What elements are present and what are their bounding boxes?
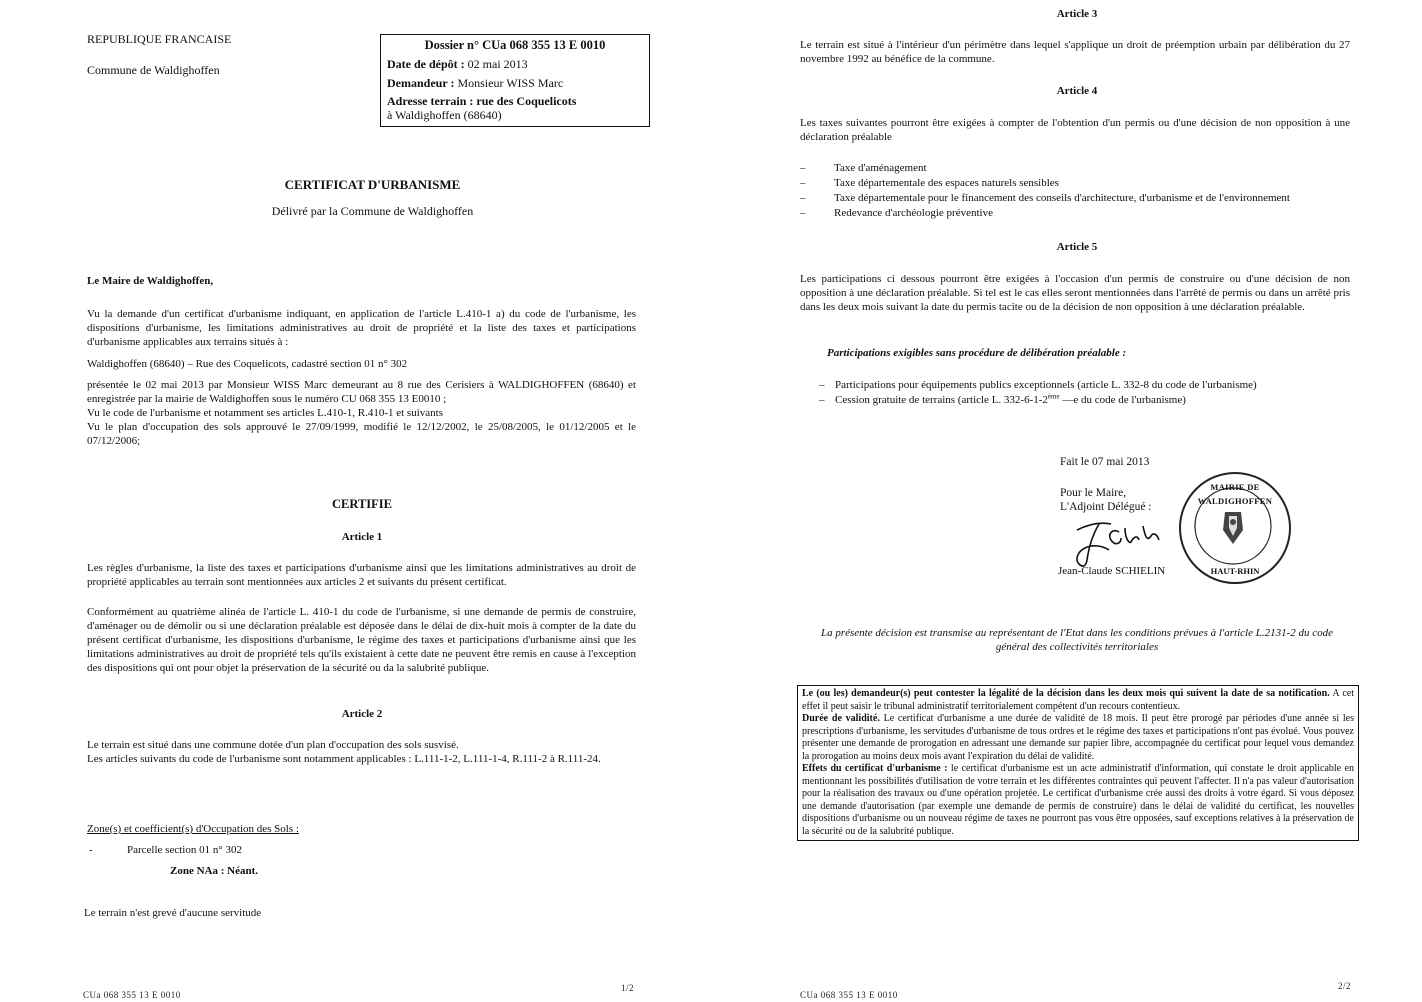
signature-date: Fait le 07 mai 2013 <box>1060 456 1150 468</box>
signature-adjoint: L'Adjoint Délégué : <box>1060 501 1152 513</box>
article-1-paragraph-1: Les règles d'urbanisme, la liste des taxes et participations d'urbanisme ainsi que les limitations administratives au droit de propriété applicables au terrain sont mentionnées aux articles 2 et suivants du présent certificat. <box>87 562 636 588</box>
article-3-text: Le terrain est situé à l'intérieur d'un périmètre dans lequel s'applique un droit de préemption urbain par délibération du 27 novembre 1992 au bénéfice de la commune. <box>800 39 1350 65</box>
certifie-heading: CERTIFIE <box>332 497 392 511</box>
legal-contest-paragraph: Le (ou les) demandeur(s) peut contester la légalité de la décision dans les deux mois qui suivent la date de sa notification. A cet effet il peut saisir le tribunal administratif territorialement compétent d'un recours contentieux. <box>802 688 1355 712</box>
article-3-title: Article 3 <box>1056 8 1098 20</box>
handwritten-signature <box>1059 510 1199 572</box>
footer-page-number: 1/2 <box>621 983 635 993</box>
land-address: Adresse terrain : rue des Coquelicots à Waldighoffen (68640) <box>387 94 577 122</box>
document-page-1 <box>0 0 711 1000</box>
legal-effects-paragraph: Effets du certificat d'urbanisme : le certificat d'urbanisme est un acte administratif d'information, qui constate le droit applicable en mentionnant les possibilités d'utilisation de votre terrain et les différentes contraintes qui peuvent l'affecter. Il n'a pas valeur d'autorisation pour la réalisation des travaux ou d'une opération projetée. Le certificat d'urbanisme crée aussi des droits à votre égard. Si vous déposez une demande d'autorisation (par exemple une demande de permis de construire) dans le délai de validité du certificat, les nouvelles dispositions d'urbanisme ou un nouveau régime de taxes ne pourront pas vous être opposées, sauf exceptions relatives à la préservation de la sécurité ou de la salubrité publique. <box>802 763 1354 837</box>
article-2-paragraph-2: Les articles suivants du code de l'urbanisme sont notamment applicables : L.111-1-2, L.111-1-4, R.111-2 à R.111-24. <box>87 753 601 765</box>
servitude-line: Le terrain n'est grevé d'aucune servitude <box>84 907 262 919</box>
list-item: – Taxe départementale des espaces naturels sensibles <box>800 176 1360 191</box>
taxes-list <box>800 161 1360 221</box>
list-item: – Participations pour équipements publics exceptionnels (article L. 332-8 du code de l'urbanisme) <box>819 378 1359 393</box>
article-4-title: Article 4 <box>1056 85 1098 97</box>
zone-line: Zone NAa : Néant. <box>170 865 258 877</box>
participations-list <box>819 378 1359 408</box>
zones-heading: Zone(s) et coefficient(s) d'Occupation des Sols : <box>87 823 299 835</box>
maire-heading: Le Maire de Waldighoffen, <box>87 275 214 287</box>
document-subtitle: Délivré par la Commune de Waldighoffen <box>271 204 474 218</box>
article-4-text: Les taxes suivantes pourront être exigées à compter de l'obtention d'un permis ou d'une décision de non opposition à une déclaration préalable <box>800 117 1350 143</box>
participations-subheading: Participations exigibles sans procédure de délibération préalable : <box>827 347 1127 359</box>
signatory-name: Jean-Claude SCHIELIN <box>1058 565 1166 577</box>
vu-plan-line: Vu le plan d'occupation des sols approuvé le 27/09/1999, modifié le 12/12/2002, le 25/08/2005, le 01/12/2005 et le 07/12/2006; <box>87 421 636 447</box>
footer-reference: CUa 068 355 13 E 0010 <box>83 990 181 1000</box>
dossier-number: Dossier n° CUa 068 355 13 E 0010 <box>424 38 606 52</box>
article-1-title: Article 1 <box>341 531 383 543</box>
legal-validity-paragraph: Durée de validité. Le certificat d'urbanisme a une durée de validité de 18 mois. Il peut être prorogé par périodes d'une année si les prescriptions d'urbanisme, les servitudes d'urbanisme de tous ordres et le régime des taxes et participations n'ont pas évolué. Vous pouvez présenter une demande de prorogation en adressant une demande sur papier libre, accompagnée du certificat pour lequel vous demandez la prorogation au moins deux mois avant l'expiration du délai de validité. <box>802 713 1354 762</box>
dossier-box <box>380 34 650 127</box>
mairie-stamp <box>1179 472 1291 584</box>
parcelle-dash: - <box>89 844 93 856</box>
vu-code-line: Vu le code de l'urbanisme et notamment ses articles L.410-1, R.410-1 et suivants <box>87 407 443 419</box>
article-1-paragraph-2: Conformément au quatrième alinéa de l'article L. 410-1 du code de l'urbanisme, si une demande de permis de construire, d'aménager ou de démolir ou si une déclaration préalable est déposée dans le délai de dix-huit mois à compter de la date du présent certificat d'urbanisme, les dispositions d'urbanisme, le régime des taxes et participations d'urbanisme ainsi que les limitations administratives au droit de propriété tels qu'ils existaient à cette date ne peuvent être remis en cause à l'exception des dispositions qui ont pour objet la préservation de la sécurité ou da la salubrité publique. <box>87 606 636 674</box>
location-line: Waldighoffen (68640) – Rue des Coquelicots, cadastré section 01 n° 302 <box>87 358 408 370</box>
stamp-bottom-text: HAUT-RHIN <box>1210 566 1260 576</box>
list-item: – Taxe d'aménagement <box>800 161 1360 176</box>
applicant: Demandeur : Monsieur WISS Marc <box>387 76 564 90</box>
legal-notice-box <box>797 685 1359 841</box>
signature-pour-le-maire: Pour le Maire, <box>1060 487 1127 499</box>
presentee-paragraph: présentée le 02 mai 2013 par Monsieur WISS Marc demeurant au 8 rue des Cerisiers à WALDIGHOFFEN (68640) et enregistrée par la mairie de Waldighoffen sous le numéro CU 068 355 13 E0010 ; <box>87 379 636 405</box>
footer-page-number: 2/2 <box>1338 981 1352 991</box>
deposit-date: Date de dépôt : 02 mai 2013 <box>387 57 528 71</box>
footer-reference: CUa 068 355 13 E 0010 <box>800 990 898 1000</box>
list-item: – Redevance d'archéologie préventive <box>800 206 1360 221</box>
article-2-title: Article 2 <box>341 708 383 720</box>
transmission-note: La présente décision est transmise au représentant de l'Etat dans les conditions prévues à l'article L.2131-2 du code général des collectivités territoriales <box>820 627 1334 653</box>
republique-header: REPUBLIQUE FRANCAISE <box>87 32 232 46</box>
list-item: – Cession gratuite de terrains (article L. 332-6-1-2ème —e du code de l'urbanisme) <box>819 393 1359 408</box>
parcelle-line: Parcelle section 01 n° 302 <box>127 844 242 856</box>
document-title: CERTIFICAT D'URBANISME <box>284 177 461 192</box>
article-5-title: Article 5 <box>1056 241 1098 253</box>
article-2-paragraph-1: Le terrain est situé dans une commune dotée d'un plan d'occupation des sols susvisé. <box>87 739 459 751</box>
vu-demande-paragraph: Vu la demande d'un certificat d'urbanisme indiquant, en application de l'article L.410-1 a) du code de l'urbanisme, les dispositions d'urbanisme, les limitations administratives au droit de propriété et la liste des taxes et participations d'urbanisme applicables aux terrains situés à : <box>87 308 636 348</box>
list-item: – Taxe départementale pour le financement des conseils d'architecture, d'urbanisme et de l'environnement <box>800 191 1360 206</box>
stamp-top-text: MAIRIE DE WALDIGHOFFEN <box>1197 482 1273 506</box>
article-5-text: Les participations ci dessous pourront être exigées à l'occasion d'un permis de construire ou d'une décision de non opposition à une déclaration préalable. Si tel est le cas elles seront mentionnées dans l'arrêté de permis ou dans un arrêté pris dans les deux mois suivant la date du permis tacite ou de la décision de non opposition à une déclaration préalable. <box>800 273 1350 313</box>
document-page-2 <box>711 0 1422 1000</box>
commune-header: Commune de Waldighoffen <box>87 63 220 77</box>
